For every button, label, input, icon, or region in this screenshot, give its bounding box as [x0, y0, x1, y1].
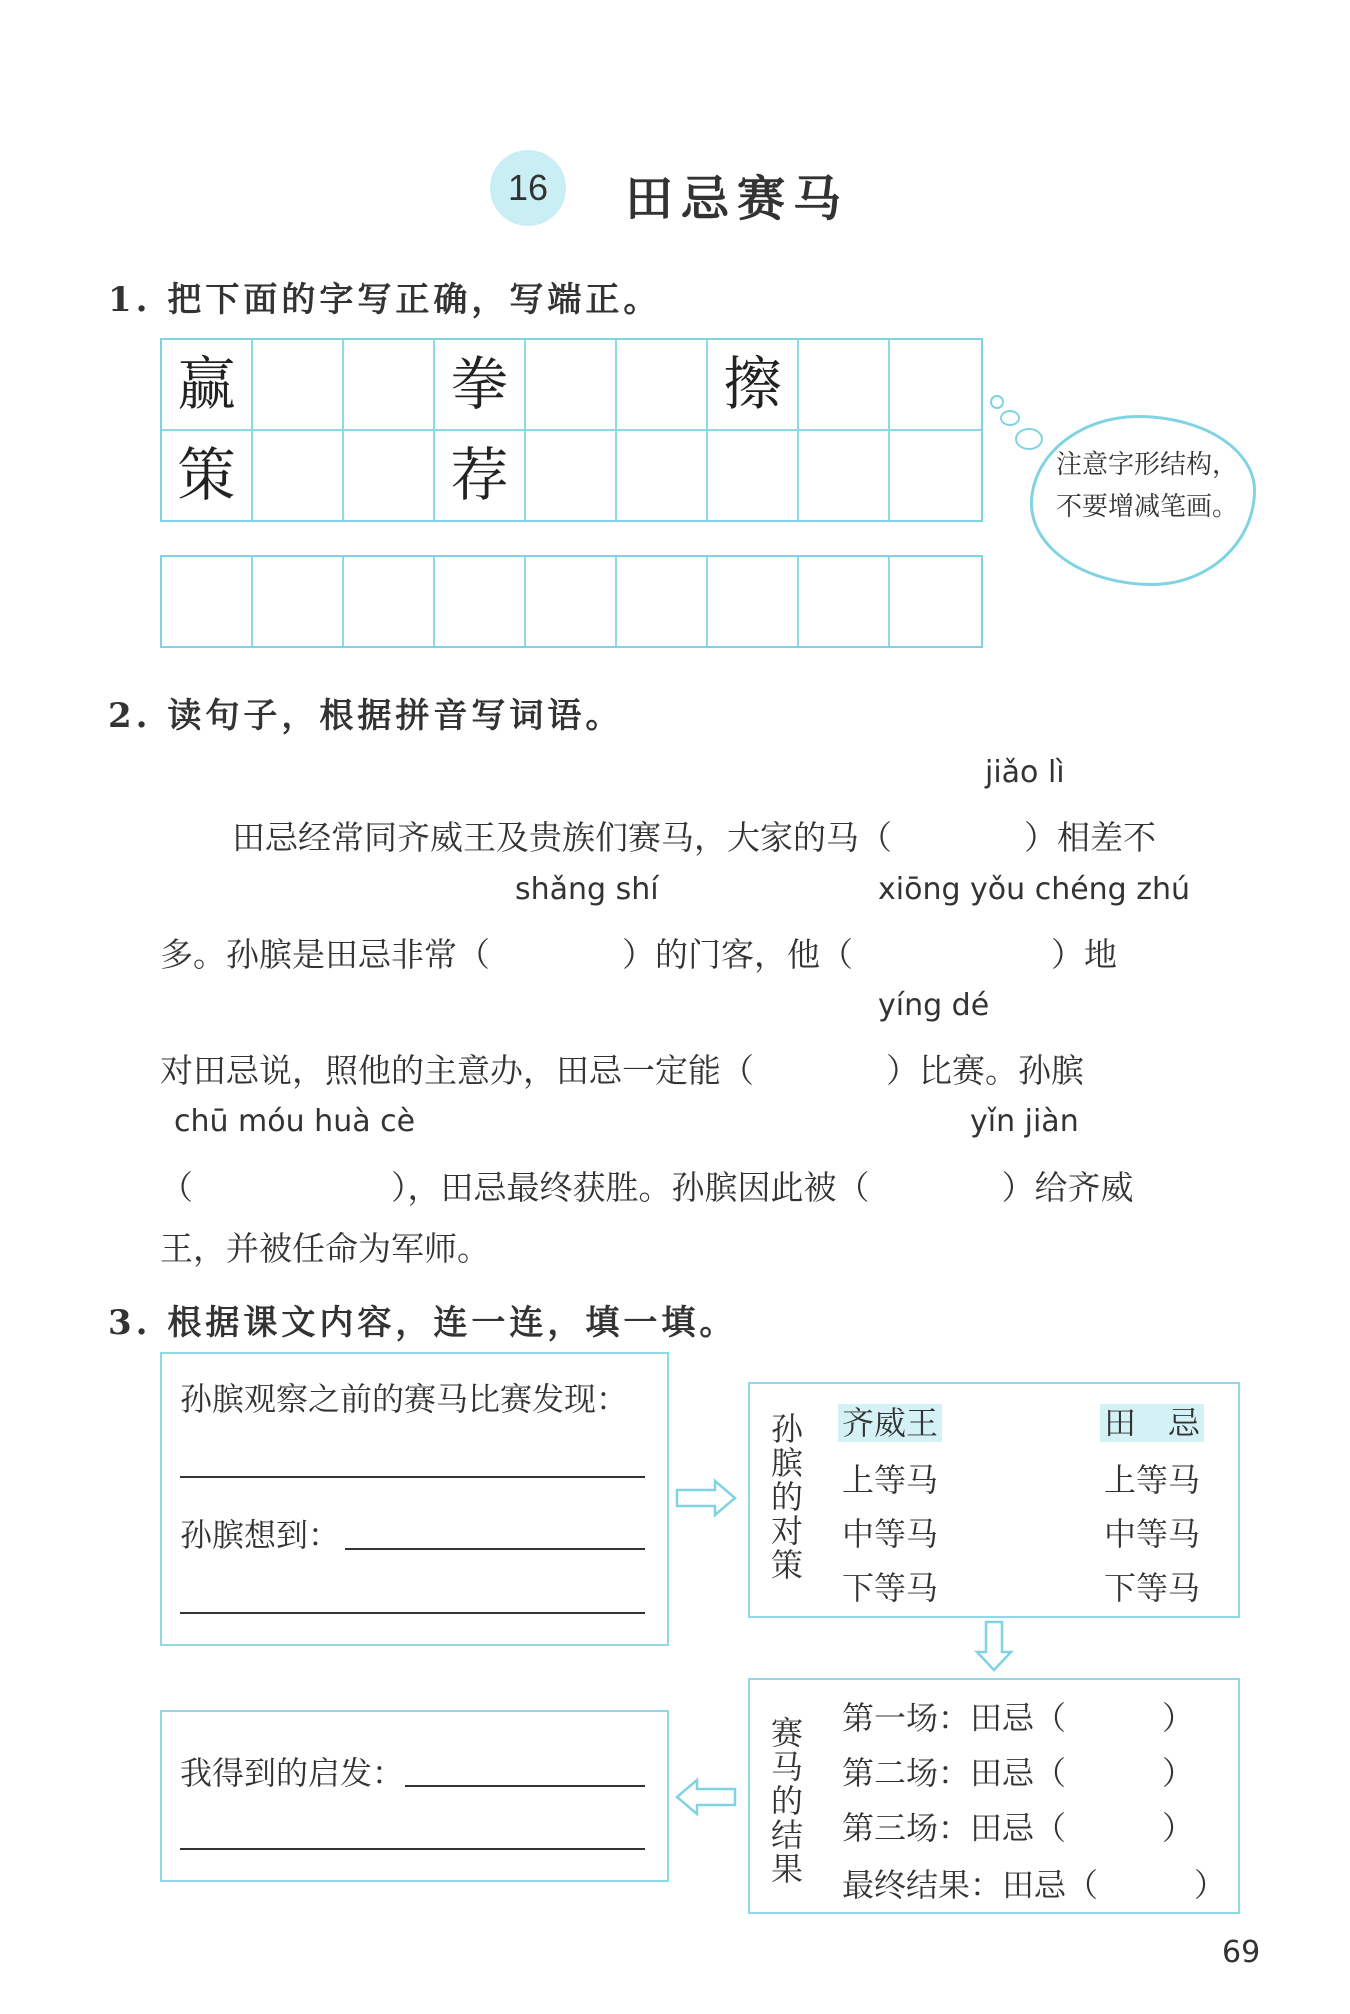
- thought-bubble-dot: [1000, 410, 1020, 426]
- pinyin-annotation: yǐn jiàn: [970, 1104, 1079, 1139]
- strategy-vertical-label: 孙膑的对策: [770, 1410, 803, 1584]
- passage-line: 田忌经常同齐威王及贵族们赛马，大家的马（ ）相差不: [232, 818, 1156, 857]
- qi-weiwang-header: 齐威王: [838, 1398, 942, 1444]
- grid-cell[interactable]: [617, 340, 708, 431]
- lesson-number-badge: 16: [490, 150, 566, 226]
- tian-ji-header: 田 忌: [1100, 1398, 1204, 1444]
- grid-cell[interactable]: [617, 431, 708, 520]
- empty-writing-grid: [160, 555, 983, 648]
- grid-cell[interactable]: [890, 557, 981, 646]
- result-line[interactable]: 最终结果：田忌（ ）: [842, 1866, 1227, 1904]
- result-vertical-label: 赛马的结果: [770, 1714, 803, 1888]
- grid-cell[interactable]: [526, 557, 617, 646]
- answer-line[interactable]: [180, 1612, 645, 1614]
- grid-cell[interactable]: [435, 557, 526, 646]
- page-number: 69: [1222, 1935, 1261, 1970]
- grid-cell: 擦: [708, 340, 799, 431]
- grid-cell: 荐: [435, 431, 526, 520]
- grid-cell[interactable]: [344, 431, 435, 520]
- passage-line: 多。孙膑是田忌非常（ ）的门客，他（ ）地: [160, 935, 1117, 974]
- horse-right[interactable]: 上等马: [1104, 1461, 1201, 1499]
- thought-bubble-dot: [990, 395, 1004, 409]
- grid-cell[interactable]: [708, 431, 799, 520]
- pinyin-annotation: chū móu huà cè: [174, 1104, 416, 1139]
- passage-line: 对田忌说，照他的主意办，田忌一定能（ ）比赛。孙膑: [160, 1051, 1084, 1090]
- grid-cell[interactable]: [526, 340, 617, 431]
- grid-cell[interactable]: [344, 340, 435, 431]
- grid-cell[interactable]: [253, 557, 344, 646]
- grid-cell[interactable]: [890, 431, 981, 520]
- down-arrow-icon: [974, 1620, 1014, 1672]
- passage-line: （ ），田忌最终获胜。孙膑因此被（ ）给齐威: [160, 1168, 1134, 1207]
- pinyin-annotation: xiōng yǒu chéng zhú: [878, 872, 1191, 907]
- right-arrow-icon: [675, 1478, 737, 1518]
- thought-bubble-dot: [1015, 428, 1043, 450]
- grid-cell[interactable]: [890, 340, 981, 431]
- answer-line[interactable]: [345, 1548, 645, 1550]
- answer-line[interactable]: [405, 1785, 645, 1787]
- horse-right[interactable]: 下等马: [1104, 1569, 1201, 1607]
- result-line[interactable]: 第二场：田忌（ ）: [842, 1754, 1195, 1792]
- result-line[interactable]: 第三场：田忌（ ）: [842, 1809, 1195, 1847]
- grid-cell[interactable]: [799, 431, 890, 520]
- left-arrow-icon: [675, 1777, 737, 1817]
- result-line[interactable]: 第一场：田忌（ ）: [842, 1699, 1195, 1737]
- grid-cell[interactable]: [799, 340, 890, 431]
- grid-cell: 策: [162, 431, 253, 520]
- pinyin-annotation: yíng dé: [878, 988, 990, 1023]
- tip-text: 注意字形结构，不要增减笔画。: [1055, 450, 1238, 522]
- insight-label: 我得到的启发：: [180, 1754, 405, 1792]
- pinyin-annotation: shǎng shí: [515, 872, 659, 907]
- question-2-title: 2. 读句子，根据拼音写词语。: [108, 696, 624, 736]
- grid-cell[interactable]: [162, 557, 253, 646]
- answer-line[interactable]: [180, 1476, 645, 1478]
- grid-cell[interactable]: [253, 340, 344, 431]
- grid-cell[interactable]: [526, 431, 617, 520]
- answer-line[interactable]: [180, 1848, 645, 1850]
- question-3-title: 3. 根据课文内容，连一连，填一填。: [108, 1303, 738, 1343]
- horse-right[interactable]: 中等马: [1104, 1515, 1201, 1553]
- pinyin-annotation: jiǎo lì: [985, 755, 1065, 790]
- grid-cell: 赢: [162, 340, 253, 431]
- observation-label: 孙膑观察之前的赛马比赛发现：: [180, 1380, 629, 1418]
- horse-left[interactable]: 中等马: [842, 1515, 939, 1553]
- character-grid: [160, 338, 983, 522]
- grid-cell[interactable]: [799, 557, 890, 646]
- grid-cell[interactable]: [344, 557, 435, 646]
- grid-cell[interactable]: [253, 431, 344, 520]
- insight-box: [160, 1710, 669, 1882]
- think-label: 孙膑想到：: [180, 1516, 341, 1554]
- grid-cell: 拳: [435, 340, 526, 431]
- grid-cell[interactable]: [617, 557, 708, 646]
- grid-cell[interactable]: [708, 557, 799, 646]
- passage-line: 王，并被任命为军师。: [160, 1229, 490, 1268]
- horse-left[interactable]: 上等马: [842, 1461, 939, 1499]
- horse-left[interactable]: 下等马: [842, 1569, 939, 1607]
- lesson-title: 田忌赛马: [625, 171, 850, 227]
- question-1-title: 1. 把下面的字写正确，写端正。: [108, 280, 662, 320]
